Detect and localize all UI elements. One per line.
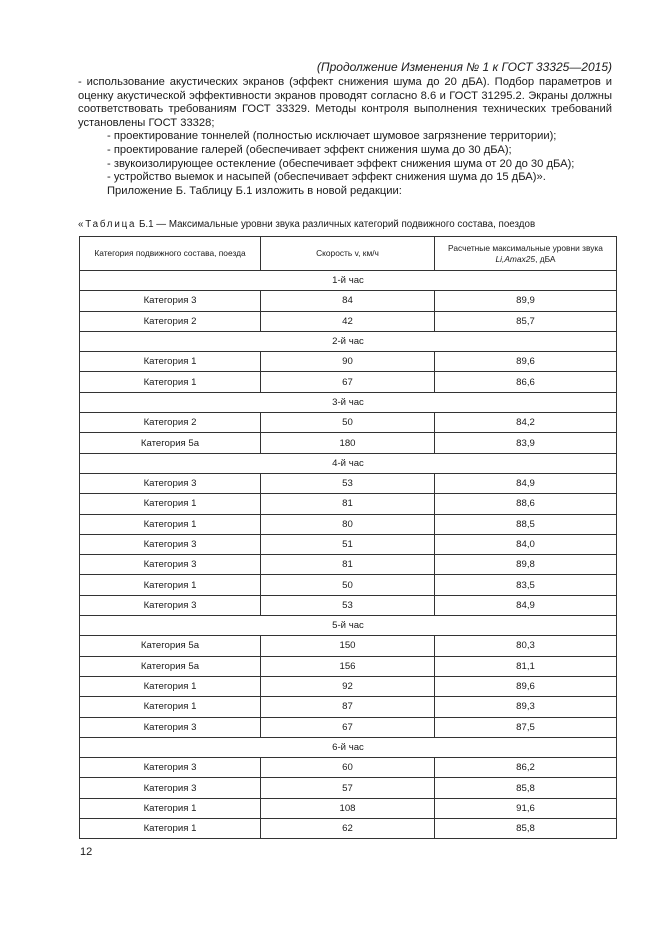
cell-category: Категория 3: [80, 555, 261, 575]
cell-category: Категория 5а: [80, 636, 261, 656]
cell-speed: 90: [261, 352, 435, 372]
cell-speed: 62: [261, 819, 435, 839]
table-row: [80, 372, 617, 392]
table-row: [80, 413, 617, 433]
cell-category: Категория 2: [80, 311, 261, 331]
section-row: [80, 453, 617, 473]
cell-speed: 156: [261, 656, 435, 676]
table-caption-text: Б.1 — Максимальные уровни звука различных категорий подвижного состава, поездов: [136, 219, 536, 230]
cell-category: Категория 5а: [80, 656, 261, 676]
cell-category: Категория 1: [80, 372, 261, 392]
cell-level: 85,8: [435, 819, 617, 839]
section-title: 1-й час: [80, 271, 617, 291]
paragraph-glazing: - звукоизолирующее остекление (обеспечивает эффект снижения шума от 20 до 30 дБА);: [107, 157, 575, 170]
cell-level: 84,9: [435, 595, 617, 615]
cell-category: Категория 1: [80, 697, 261, 717]
cell-speed: 108: [261, 798, 435, 818]
cell-category: Категория 2: [80, 413, 261, 433]
cell-category: Категория 3: [80, 758, 261, 778]
table-caption-prefix: «Таблица: [78, 219, 137, 230]
cell-category: Категория 1: [80, 352, 261, 372]
cell-category: Категория 1: [80, 494, 261, 514]
cell-speed: 81: [261, 494, 435, 514]
cell-speed: 57: [261, 778, 435, 798]
table-header-row: [80, 237, 617, 271]
section-row: [80, 331, 617, 351]
table-row: [80, 291, 617, 311]
section-title: 5-й час: [80, 616, 617, 636]
section-title: 6-й час: [80, 737, 617, 757]
cell-level: 89,9: [435, 291, 617, 311]
header-level: Расчетные максимальные уровни звука Li,Amax25, дБА: [435, 237, 617, 271]
page-number: 12: [80, 846, 93, 858]
cell-speed: 60: [261, 758, 435, 778]
table-row: [80, 494, 617, 514]
cell-speed: 42: [261, 311, 435, 331]
cell-speed: 180: [261, 433, 435, 453]
cell-speed: 67: [261, 717, 435, 737]
cell-level: 89,3: [435, 697, 617, 717]
table-row: [80, 311, 617, 331]
table-row: [80, 676, 617, 696]
cell-level: 86,6: [435, 372, 617, 392]
section-title: 3-й час: [80, 392, 617, 412]
cell-level: 91,6: [435, 798, 617, 818]
paragraph-tunnels: - проектирование тоннелей (полностью исключает шумовое загрязнение территории);: [107, 130, 557, 143]
section-title: 4-й час: [80, 453, 617, 473]
paragraph-galleries: - проектирование галерей (обеспечивает эффект снижения шума до 30 дБА);: [107, 143, 512, 156]
section-row: [80, 392, 617, 412]
cell-speed: 67: [261, 372, 435, 392]
table-row: [80, 575, 617, 595]
cell-level: 84,9: [435, 473, 617, 493]
cell-category: Категория 1: [80, 819, 261, 839]
cell-level: 88,5: [435, 514, 617, 534]
table-row: [80, 717, 617, 737]
section-title: 2-й час: [80, 331, 617, 351]
cell-category: Категория 3: [80, 291, 261, 311]
cell-speed: 150: [261, 636, 435, 656]
cell-category: Категория 3: [80, 534, 261, 554]
cell-level: 84,0: [435, 534, 617, 554]
table-row: [80, 473, 617, 493]
paragraph-appendix: Приложение Б. Таблицу Б.1 изложить в новой редакции:: [107, 184, 402, 197]
section-row: [80, 271, 617, 291]
paragraph-acoustic-screens: - использование акустических экранов (эффект снижения шума до 20 дБА). Подбор параметров и оценку акустической эффективности экранов проводят согласно 8.6 и ГОСТ 31295.2. Экраны должны соответствовать требованиям ГОСТ 33329. Методы контроля выполнения технических требований установлены ГОСТ 33328;: [78, 76, 612, 129]
continuation-header: (Продолжение Изменения № 1 к ГОСТ 33325—2015): [316, 60, 612, 74]
cell-level: 84,2: [435, 413, 617, 433]
cell-level: 85,8: [435, 778, 617, 798]
table-body: [80, 271, 617, 839]
cell-speed: 80: [261, 514, 435, 534]
table-row: [80, 514, 617, 534]
cell-speed: 51: [261, 534, 435, 554]
cell-category: Категория 3: [80, 473, 261, 493]
cell-category: Категория 3: [80, 778, 261, 798]
noise-levels-table: [79, 236, 617, 839]
cell-category: Категория 1: [80, 575, 261, 595]
cell-level: 89,8: [435, 555, 617, 575]
table-caption: [78, 219, 618, 230]
table-row: [80, 555, 617, 575]
cell-level: 86,2: [435, 758, 617, 778]
header-category: Категория подвижного состава, поезда: [80, 237, 261, 271]
table-row: [80, 819, 617, 839]
cell-category: Категория 3: [80, 717, 261, 737]
cell-speed: 50: [261, 413, 435, 433]
table-row: [80, 595, 617, 615]
cell-level: 81,1: [435, 656, 617, 676]
cell-level: 83,5: [435, 575, 617, 595]
header-speed: Скорость v, км/ч: [261, 237, 435, 271]
cell-speed: 53: [261, 595, 435, 615]
cell-category: Категория 3: [80, 595, 261, 615]
cell-speed: 53: [261, 473, 435, 493]
section-row: [80, 616, 617, 636]
cell-speed: 92: [261, 676, 435, 696]
cell-speed: 84: [261, 291, 435, 311]
cell-category: Категория 1: [80, 676, 261, 696]
cell-speed: 81: [261, 555, 435, 575]
section-row: [80, 737, 617, 757]
cell-speed: 87: [261, 697, 435, 717]
paragraph-cuttings: - устройство выемок и насыпей (обеспечивает эффект снижения шума до 15 дБА)».: [107, 171, 546, 184]
table-row: [80, 798, 617, 818]
cell-level: 83,9: [435, 433, 617, 453]
cell-category: Категория 1: [80, 514, 261, 534]
body-text: [78, 76, 612, 198]
cell-category: Категория 1: [80, 798, 261, 818]
cell-level: 89,6: [435, 676, 617, 696]
table-row: [80, 656, 617, 676]
table-row: [80, 636, 617, 656]
table-row: [80, 697, 617, 717]
cell-level: 88,6: [435, 494, 617, 514]
table-row: [80, 534, 617, 554]
cell-level: 85,7: [435, 311, 617, 331]
cell-level: 89,6: [435, 352, 617, 372]
cell-level: 87,5: [435, 717, 617, 737]
table-row: [80, 778, 617, 798]
cell-level: 80,3: [435, 636, 617, 656]
table-row: [80, 433, 617, 453]
cell-speed: 50: [261, 575, 435, 595]
table-row: [80, 352, 617, 372]
table-row: [80, 758, 617, 778]
cell-category: Категория 5а: [80, 433, 261, 453]
header-level-symbol: Li,Amax25: [495, 253, 536, 264]
